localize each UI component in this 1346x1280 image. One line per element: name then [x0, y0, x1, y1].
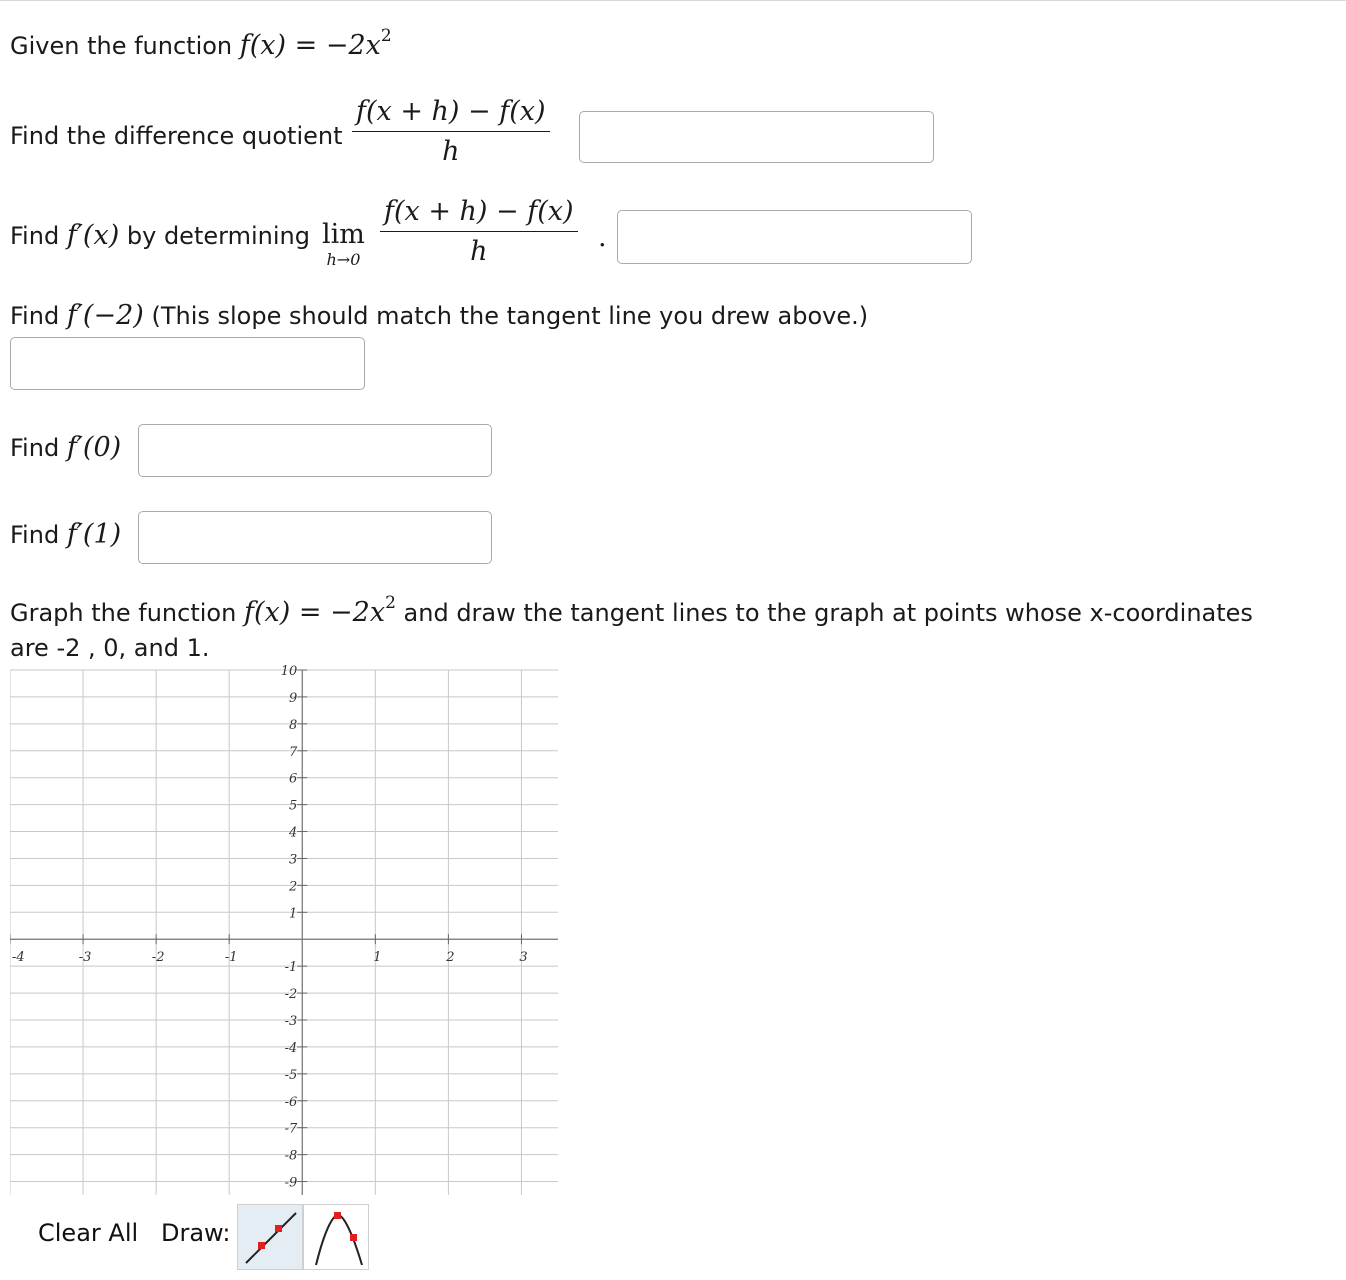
y-tick-label: 2: [288, 879, 298, 895]
y-tick-label: 6: [288, 771, 298, 787]
period: .: [598, 222, 607, 253]
slope-at-minus2-label: Find f′(−2) (This slope should match the tangent line you drew above.): [10, 300, 869, 331]
y-tick-label: -1: [284, 960, 298, 976]
line-tool-button[interactable]: [237, 1204, 303, 1270]
slope-at-1-label: Find f′(1): [10, 519, 122, 550]
y-tick-label: 1: [288, 906, 298, 922]
parabola-tool-icon: [304, 1205, 370, 1271]
x-tick-label: 3: [519, 950, 528, 966]
line-tool-icon: [238, 1205, 304, 1271]
function-statement: [10, 26, 392, 61]
y-tick-label: -8: [284, 1148, 298, 1164]
given-label: Given the function: [10, 32, 233, 60]
x-tick-label: 1: [373, 950, 382, 966]
x-tick-label: -2: [151, 950, 165, 966]
parabola-tool-button[interactable]: [303, 1204, 369, 1270]
derivative-limit-label: Find f′(x) by determining: [10, 220, 310, 251]
x-tick-label: -1: [224, 950, 238, 966]
y-tick-label: -3: [284, 1014, 298, 1029]
y-tick-label: 3: [288, 852, 298, 868]
y-tick-label: -7: [284, 1121, 298, 1137]
y-tick-label: -4: [284, 1040, 298, 1056]
y-tick-label: -5: [284, 1067, 298, 1083]
draw-label: Draw:: [161, 1219, 231, 1247]
graph-function-expression: $f(x) = -2x^2$: [243, 593, 396, 628]
y-tick-label: 8: [288, 717, 298, 733]
x-tick-label: 2: [446, 950, 455, 966]
x-tick-label: -4: [12, 950, 25, 966]
y-tick-label: 5: [288, 798, 298, 814]
difference-quotient-label: Find the difference quotient: [10, 122, 343, 150]
slope-at-0-input[interactable]: [138, 424, 492, 477]
top-divider: [0, 0, 1346, 1]
clear-all-button[interactable]: Clear All: [26, 1217, 150, 1249]
graph-prompt-line1: Graph the function $f(x) = -2x^2$ and draw the tangent lines to the graph at points whose x-coordinates: [10, 593, 1253, 628]
grid: [10, 670, 558, 1195]
slope-at-0-label: Find f′(0): [10, 432, 122, 463]
graph-canvas[interactable]: [10, 660, 560, 1200]
function-expression: $f(x) = -2x^2$: [239, 26, 392, 61]
limit-fraction: $\frac{f(x + h) - f(x)}{h}$: [380, 196, 578, 267]
slope-at-1-input[interactable]: [138, 511, 492, 564]
y-tick-label: -2: [284, 987, 298, 1003]
graph-prompt-line2: are -2 , 0, and 1.: [10, 634, 210, 662]
axes: [10, 670, 558, 1195]
tick-labels: [10, 664, 528, 1191]
difference-quotient-input[interactable]: [579, 111, 934, 163]
derivative-input[interactable]: [617, 210, 972, 264]
y-tick-label: 7: [288, 744, 298, 760]
y-tick-label: 4: [288, 825, 298, 841]
x-tick-label: -3: [78, 950, 92, 966]
y-tick-label: 10: [280, 664, 298, 679]
limit-operator: lim h→0: [322, 219, 365, 269]
difference-quotient-fraction: $\frac{f(x + h) - f(x)}{h}$: [352, 96, 550, 167]
y-tick-label: -9: [284, 1175, 298, 1191]
y-tick-label: -6: [284, 1094, 298, 1110]
y-tick-label: 9: [288, 690, 298, 706]
slope-at-minus2-input[interactable]: [10, 337, 365, 390]
